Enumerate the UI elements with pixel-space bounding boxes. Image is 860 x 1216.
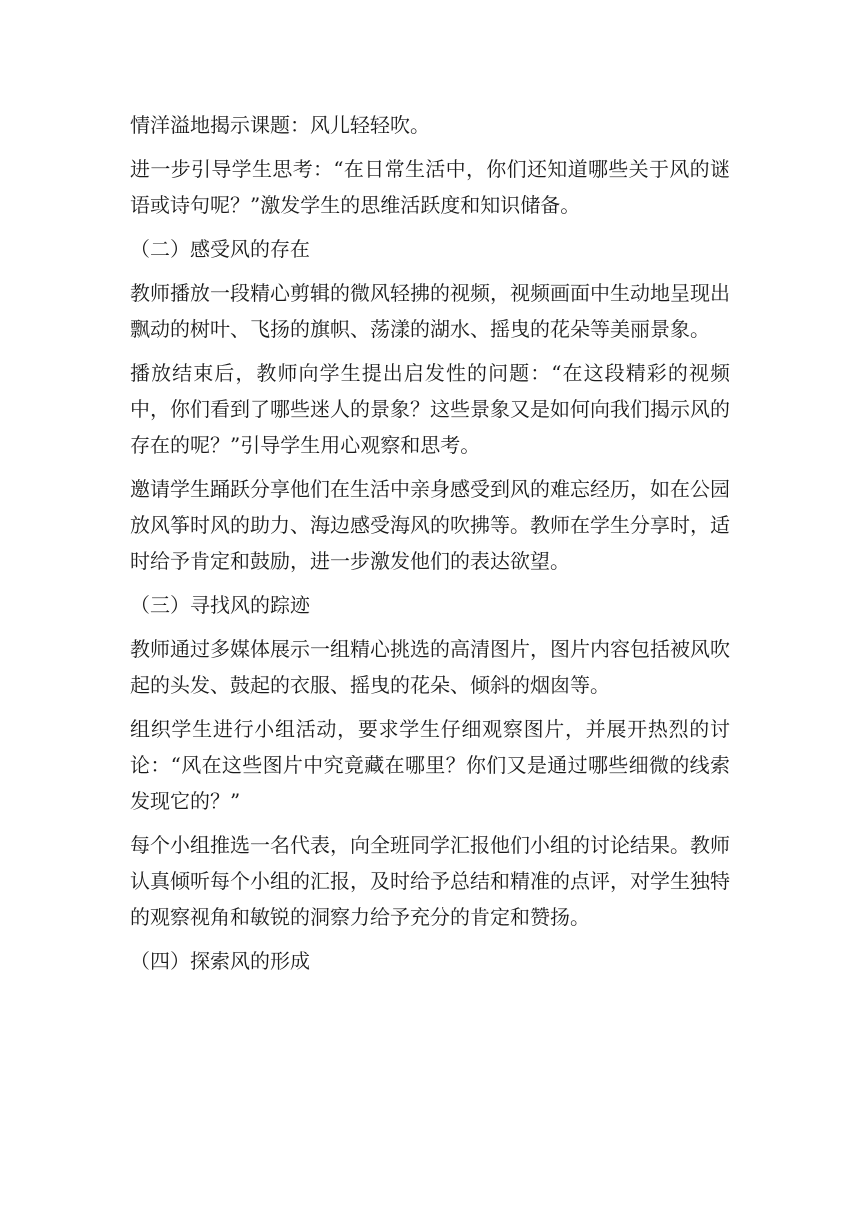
section-heading-2: （二）感受风的存在 bbox=[130, 237, 310, 261]
paragraph-share-experience: 邀请学生踊跃分享他们在生活中亲身感受到风的难忘经历，如在公园放风筝时风的助力、海边感受海风的吹拂等。教师在学生分享时，适时给予肯定和鼓励，进一步激发他们的表达欲望。 bbox=[130, 477, 730, 573]
paragraph-group-activity: 组织学生进行小组活动，要求学生仔细观察图片，并展开热烈的讨论：“风在这些图片中究竟藏在哪里？你们又是通过哪些细微的线索发现它的？” bbox=[130, 717, 730, 813]
paragraph-pictures: 教师通过多媒体展示一组精心挑选的高清图片，图片内容包括被风吹起的头发、鼓起的衣服、摇曳的花朵、倾斜的烟囱等。 bbox=[130, 637, 730, 697]
section-heading-4: （四）探索风的形成 bbox=[130, 949, 310, 973]
document-body bbox=[130, 107, 730, 987]
paragraph-riddle-question: 进一步引导学生思考：“在日常生活中，你们还知道哪些关于风的谜语或诗句呢？”激发学生的思维活跃度和知识储备。 bbox=[130, 157, 730, 217]
paragraph-topic-reveal: 情洋溢地揭示课题：风儿轻轻吹。 bbox=[130, 113, 430, 137]
paragraph-group-report: 每个小组推选一名代表，向全班同学汇报他们小组的讨论结果。教师认真倾听每个小组的汇报，及时给予总结和精准的点评，对学生独特的观察视角和敏锐的洞察力给予充分的肯定和赞扬。 bbox=[130, 833, 730, 929]
paragraph-video-question: 播放结束后，教师向学生提出启发性的问题：“在这段精彩的视频中，你们看到了哪些迷人的景象？这些景象又是如何向我们揭示风的存在的呢？”引导学生用心观察和思考。 bbox=[130, 361, 730, 457]
section-heading-3: （三）寻找风的踪迹 bbox=[130, 593, 310, 617]
paragraph-video: 教师播放一段精心剪辑的微风轻拂的视频，视频画面中生动地呈现出飘动的树叶、飞扬的旗帜、荡漾的湖水、摇曳的花朵等美丽景象。 bbox=[130, 281, 730, 341]
